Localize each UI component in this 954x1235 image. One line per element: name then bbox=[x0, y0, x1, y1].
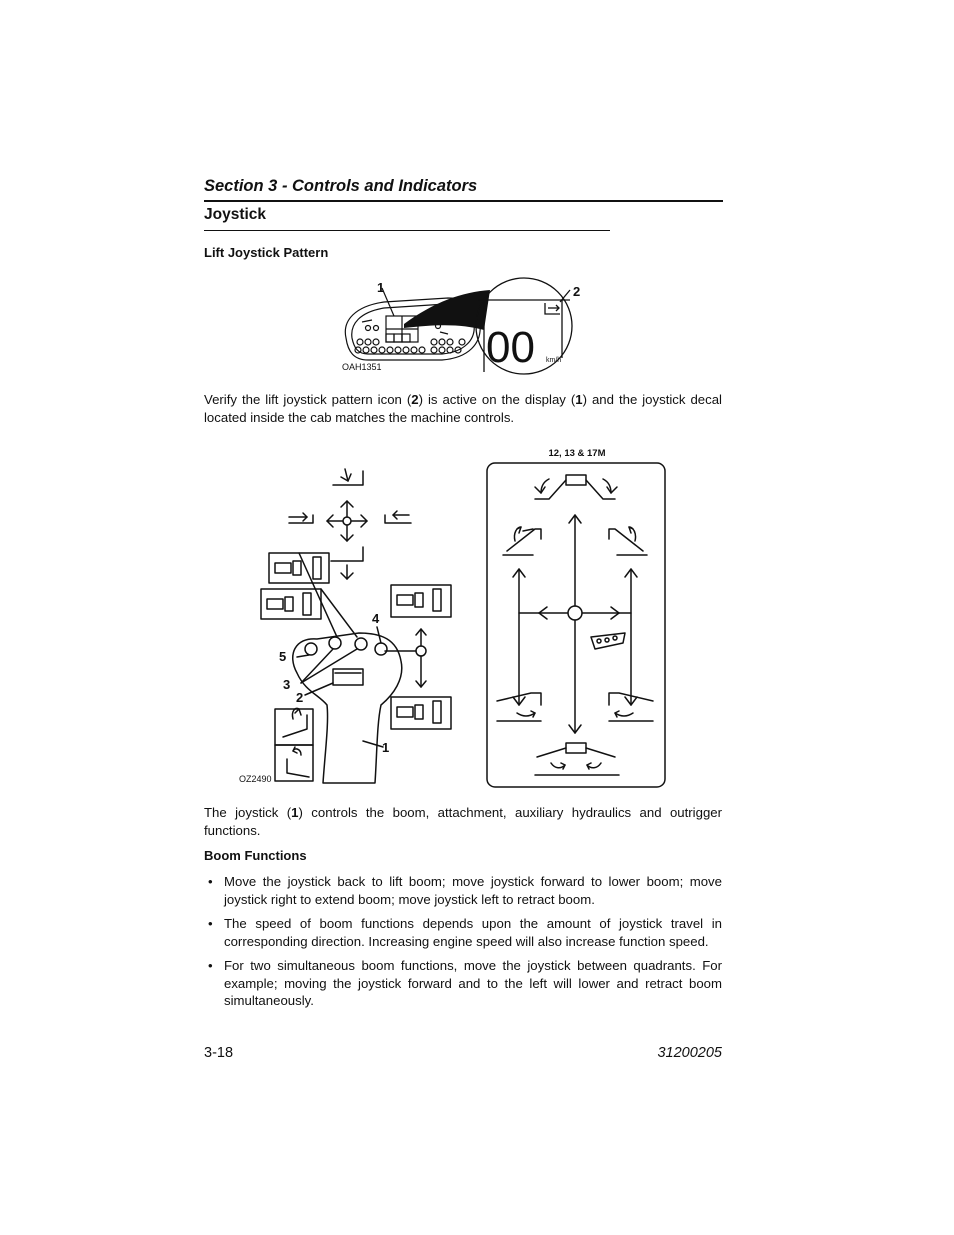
figure-code: OAH1351 bbox=[342, 362, 382, 372]
callout-4: 4 bbox=[372, 611, 380, 626]
joystick-figure bbox=[235, 443, 675, 793]
display-speed-value: 00 bbox=[486, 323, 535, 372]
boom-functions-list bbox=[204, 873, 722, 1017]
list-item: • Move the joystick back to lift boom; move joystick forward to lower boom; move joystick right to extend boom; move joystick left to retract boom. bbox=[208, 874, 722, 907]
boom-functions-heading: Boom Functions bbox=[204, 848, 307, 863]
heading-rule bbox=[204, 230, 610, 231]
bullet-dot: • bbox=[208, 958, 213, 973]
display-panel-figure bbox=[338, 276, 581, 376]
page-heading: Joystick bbox=[204, 206, 267, 223]
section-rule bbox=[204, 200, 723, 202]
callout-2b: 2 bbox=[296, 690, 304, 705]
models-label: 12, 13 & 17M bbox=[548, 448, 606, 459]
lift-pattern-paragraph: Verify the lift joystick pattern icon (2) is active on the display (1) and the joystick decal located inside the cab matches the machine controls. bbox=[204, 392, 722, 425]
bullet-dot: • bbox=[208, 916, 213, 931]
joystick-paragraph: The joystick (1) controls the boom, attachment, auxiliary hydraulics and outrigger functions. bbox=[204, 805, 723, 838]
bullet-dot: • bbox=[208, 874, 213, 889]
document-number: 31200205 bbox=[657, 1045, 722, 1061]
callout-1: 1 bbox=[377, 280, 385, 295]
callout-3: 3 bbox=[283, 677, 291, 692]
display-speed-unit: km/h bbox=[546, 357, 562, 364]
section-title: Section 3 - Controls and Indicators bbox=[204, 177, 478, 195]
list-item: • For two simultaneous boom functions, move the joystick between quadrants. For example; moving the joystick forward and to the left will lower and retract boom simultaneously. bbox=[208, 958, 722, 1008]
list-item: • The speed of boom functions depends upon the amount of joystick travel in corresponding direction. Increasing engine speed will also increase function speed. bbox=[208, 916, 722, 949]
page-number: 3-18 bbox=[204, 1045, 234, 1061]
callout-1b: 1 bbox=[382, 740, 390, 755]
joystick-figure-code: OZ2490 bbox=[239, 774, 272, 784]
lift-pattern-heading: Lift Joystick Pattern bbox=[204, 245, 329, 260]
callout-2: 2 bbox=[573, 284, 581, 299]
callout-5: 5 bbox=[279, 649, 287, 664]
